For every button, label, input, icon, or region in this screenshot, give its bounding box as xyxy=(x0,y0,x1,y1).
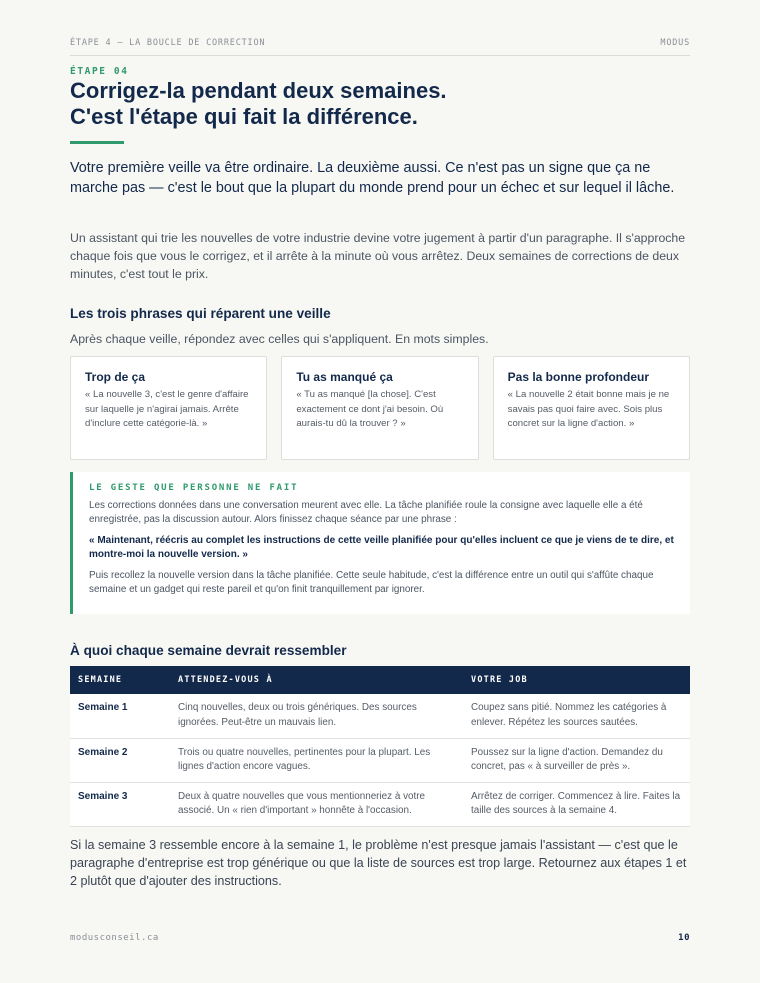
weeks-heading: À quoi chaque semaine devrait ressembler xyxy=(70,643,347,658)
job-cell: Arrêtez de corriger. Commencez à lire. Faites la taille des sources à la semaine 4. xyxy=(463,782,690,826)
weeks-table xyxy=(70,666,690,827)
card-title: Pas la bonne profondeur xyxy=(507,370,650,384)
callout-label: LE GESTE QUE PERSONNE NE FAIT xyxy=(89,483,299,493)
job-cell: Coupez sans pitié. Nommez les catégories à enlever. Répétez les sources sautées. xyxy=(463,694,690,738)
phrases-subheading: Après chaque veille, répondez avec celles qui s'appliquent. En mots simples. xyxy=(70,332,489,346)
intro-paragraph: Un assistant qui trie les nouvelles de votre industrie devine votre jugement à partir d'un paragraphe. Il s'approche chaque fois que vous le corrigez, et il arrête à la minute où vous arrêtez. Deux semaines de corrections de deux minutes, c'est tout le prix. xyxy=(70,231,686,281)
week-cell: Semaine 2 xyxy=(70,738,170,782)
table-row xyxy=(70,782,690,826)
callout-paragraph-2: Puis recollez la nouvelle version dans la tâche planifiée. Cette seule habitude, c'est la différence entre un outil qui s'affûte chaque semaine et un gadget qui reste pareil et qu'on finit tranquillement par ignorer. xyxy=(89,569,654,596)
table-header-row xyxy=(70,666,690,694)
phrase-card-depth xyxy=(493,356,690,460)
week-cell: Semaine 1 xyxy=(70,694,170,738)
card-body: « La nouvelle 3, c'est le genre d'affaire sur laquelle je n'agirai jamais. Arrête d'inclure cette catégorie-là. » xyxy=(85,389,249,429)
running-header xyxy=(70,38,690,56)
header-section-label: ÉTAPE 4 — LA BOUCLE DE CORRECTION xyxy=(70,38,266,48)
title-accent-rule xyxy=(70,141,124,144)
column-header-expect: ATTENDEZ-VOUS À xyxy=(170,666,463,694)
week-cell: Semaine 3 xyxy=(70,782,170,826)
card-body: « Tu as manqué [la chose]. C'est exactement ce dont j'ai besoin. Où aurais-tu dû la trouver ? » xyxy=(296,389,444,429)
card-title: Tu as manqué ça xyxy=(296,370,393,384)
phrase-card-missed xyxy=(281,356,478,460)
callout-paragraph-1: Les corrections données dans une conversation meurent avec elle. La tâche planifiée roule la consigne avec laquelle elle a été enregistrée, pas la discussion autour. Alors finissez chaque séance par une phrase : xyxy=(89,500,643,526)
callout-quote: « Maintenant, réécris au complet les instructions de cette veille planifiée pour qu'elles incluent ce que je viens de te dire, et montre-moi la nouvelle version. » xyxy=(89,534,674,561)
card-body: « La nouvelle 2 était bonne mais je ne savais pas quoi faire avec. Sois plus concret sur la ligne d'action. » xyxy=(507,389,670,429)
lead-paragraph: Votre première veille va être ordinaire. La deuxième aussi. Ce n'est pas un signe que ça ne marche pas — c'est le bout que la plupart du monde prend pour un échec et sur lequel il lâche. xyxy=(70,160,675,196)
expect-cell: Trois ou quatre nouvelles, pertinentes pour la plupart. Les lignes d'action encore vagues. xyxy=(170,738,463,782)
page xyxy=(70,0,690,983)
expect-cell: Cinq nouvelles, deux ou trois génériques. Des sources ignorées. Peut-être un mauvais lien. xyxy=(170,694,463,738)
column-header-week: SEMAINE xyxy=(70,666,170,694)
page-number: 10 xyxy=(678,933,690,943)
column-header-job: VOTRE JOB xyxy=(463,666,690,694)
card-title: Trop de ça xyxy=(85,370,146,384)
footer-site: modusconseil.ca xyxy=(70,933,159,943)
table-row xyxy=(70,694,690,738)
page-footer xyxy=(70,933,690,943)
phrases-heading: Les trois phrases qui réparent une veille xyxy=(70,306,331,321)
expect-cell: Deux à quatre nouvelles que vous mentionneriez à votre associé. Un « rien d'important » honnête à l'occasion. xyxy=(170,782,463,826)
page-title xyxy=(70,78,690,130)
phrase-cards xyxy=(70,356,690,460)
step-eyebrow: ÉTAPE 04 xyxy=(70,66,129,77)
header-brand: MODUS xyxy=(660,38,690,48)
job-cell: Poussez sur la ligne d'action. Demandez du concret, pas « à surveiller de près ». xyxy=(463,738,690,782)
callout-box xyxy=(70,472,690,614)
title-line-1: Corrigez-la pendant deux semaines. xyxy=(70,78,447,103)
title-line-2: C'est l'étape qui fait la différence. xyxy=(70,104,418,129)
closing-paragraph: Si la semaine 3 ressemble encore à la semaine 1, le problème n'est presque jamais l'assistant — c'est que le paragraphe d'entreprise est trop générique ou que la liste de sources est trop large. Retournez aux étapes 1 et 2 plutôt que d'ajouter des instructions. xyxy=(70,838,687,888)
table-row xyxy=(70,738,690,782)
phrase-card-too-much xyxy=(70,356,267,460)
